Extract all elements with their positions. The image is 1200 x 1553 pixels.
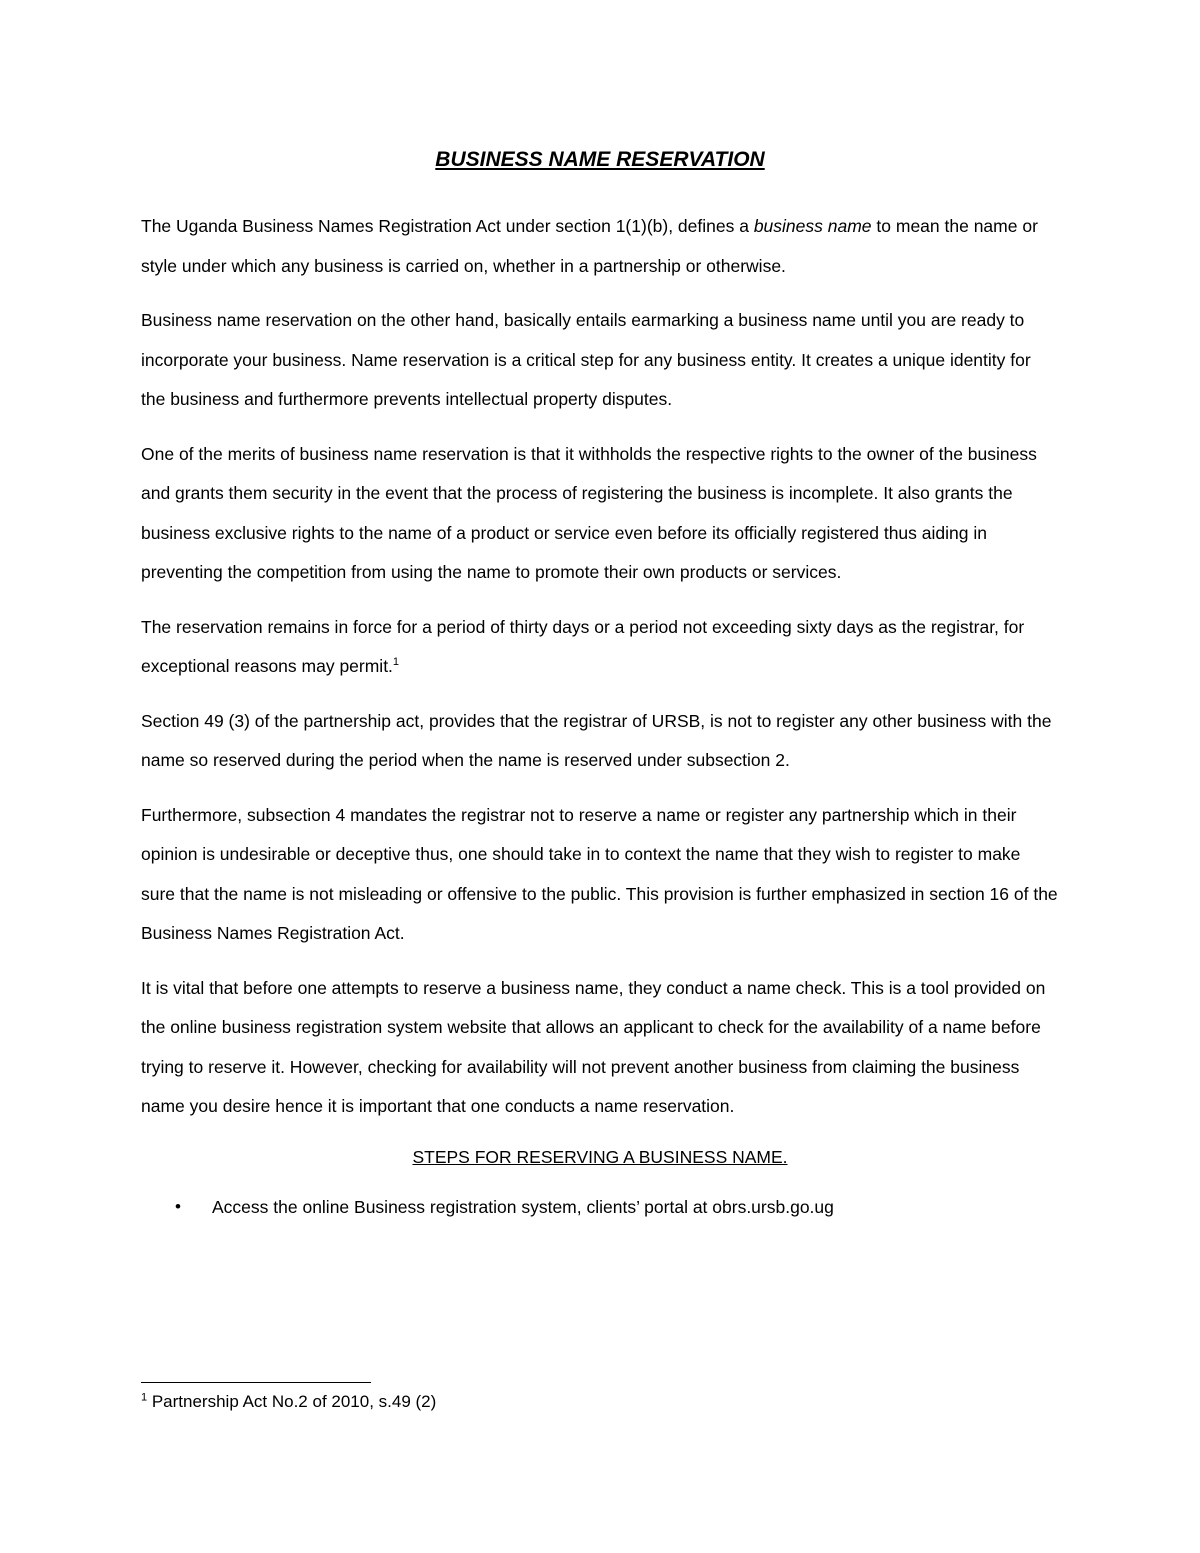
paragraph-reservation-meaning: Business name reservation on the other hand, basically entails earmarking a business name until you are ready to incorporate your business. Name reservation is a critical step for any business entity. It creates a unique identity for the business and furthermore prevents intellectual property disputes.: [141, 310, 1031, 409]
list-item: [141, 1192, 1059, 1222]
footnote-separator: [141, 1382, 371, 1383]
footnote-text: Partnership Act No.2 of 2010, s.49 (2): [147, 1392, 437, 1411]
paragraph-duration-text: The reservation remains in force for a period of thirty days or a period not exceeding sixty days as the registrar, for exceptional reasons may permit.: [141, 616, 1025, 676]
steps-heading: STEPS FOR RESERVING A BUSINESS NAME.: [412, 1146, 788, 1167]
page-title: BUSINESS NAME RESERVATION: [435, 148, 765, 171]
paragraph-definition-rest: to mean the name or style under which any business is carried on, whether in a partnership or otherwise.: [141, 216, 1038, 276]
footnote-reference: 1: [392, 656, 400, 669]
paragraph-duration: [141, 608, 1059, 687]
paragraph-name-check: It is vital that before one attempts to reserve a business name, they conduct a name check. This is a tool provided on the online business registration system website that allows an applicant to check for the availability of a name before trying to reserve it. However, checking for availability will not prevent another business from claiming the business name you desire hence it is important that one conducts a name reservation.: [141, 977, 1046, 1116]
paragraph-definition: [141, 207, 1059, 286]
footnote: [141, 1390, 436, 1414]
paragraph-subsection-4: Furthermore, subsection 4 mandates the registrar not to reserve a name or register any partnership which in their opinion is undesirable or deceptive thus, one should take in to context the name that they wish to register to make sure that the name is not misleading or offensive to the public. This provision is further emphasized in section 16 of the Business Names Registration Act.: [141, 804, 1058, 943]
bullet-icon: •: [175, 1196, 181, 1216]
document-body: [141, 145, 1059, 1222]
business-name-term: business name: [753, 216, 872, 236]
steps-list: [141, 1192, 1059, 1222]
footnote-mark: 1: [141, 1391, 148, 1404]
step-text: Access the online Business registration system, clients’ portal at obrs.ursb.go.ug: [212, 1196, 834, 1217]
paragraph-merits: One of the merits of business name reservation is that it withholds the respective rights to the owner of the business and grants them security in the event that the process of registering the business is incomplete. It also grants the business exclusive rights to the name of a product or service even before its officially registered thus aiding in preventing the competition from using the name to promote their own products or services.: [141, 443, 1037, 582]
paragraph-section-49: Section 49 (3) of the partnership act, provides that the registrar of URSB, is not to register any other business with the name so reserved during the period when the name is reserved under subsection 2.: [141, 710, 1052, 770]
paragraph-definition-lead: The Uganda Business Names Registration Act under section 1(1)(b), defines a: [141, 216, 754, 236]
